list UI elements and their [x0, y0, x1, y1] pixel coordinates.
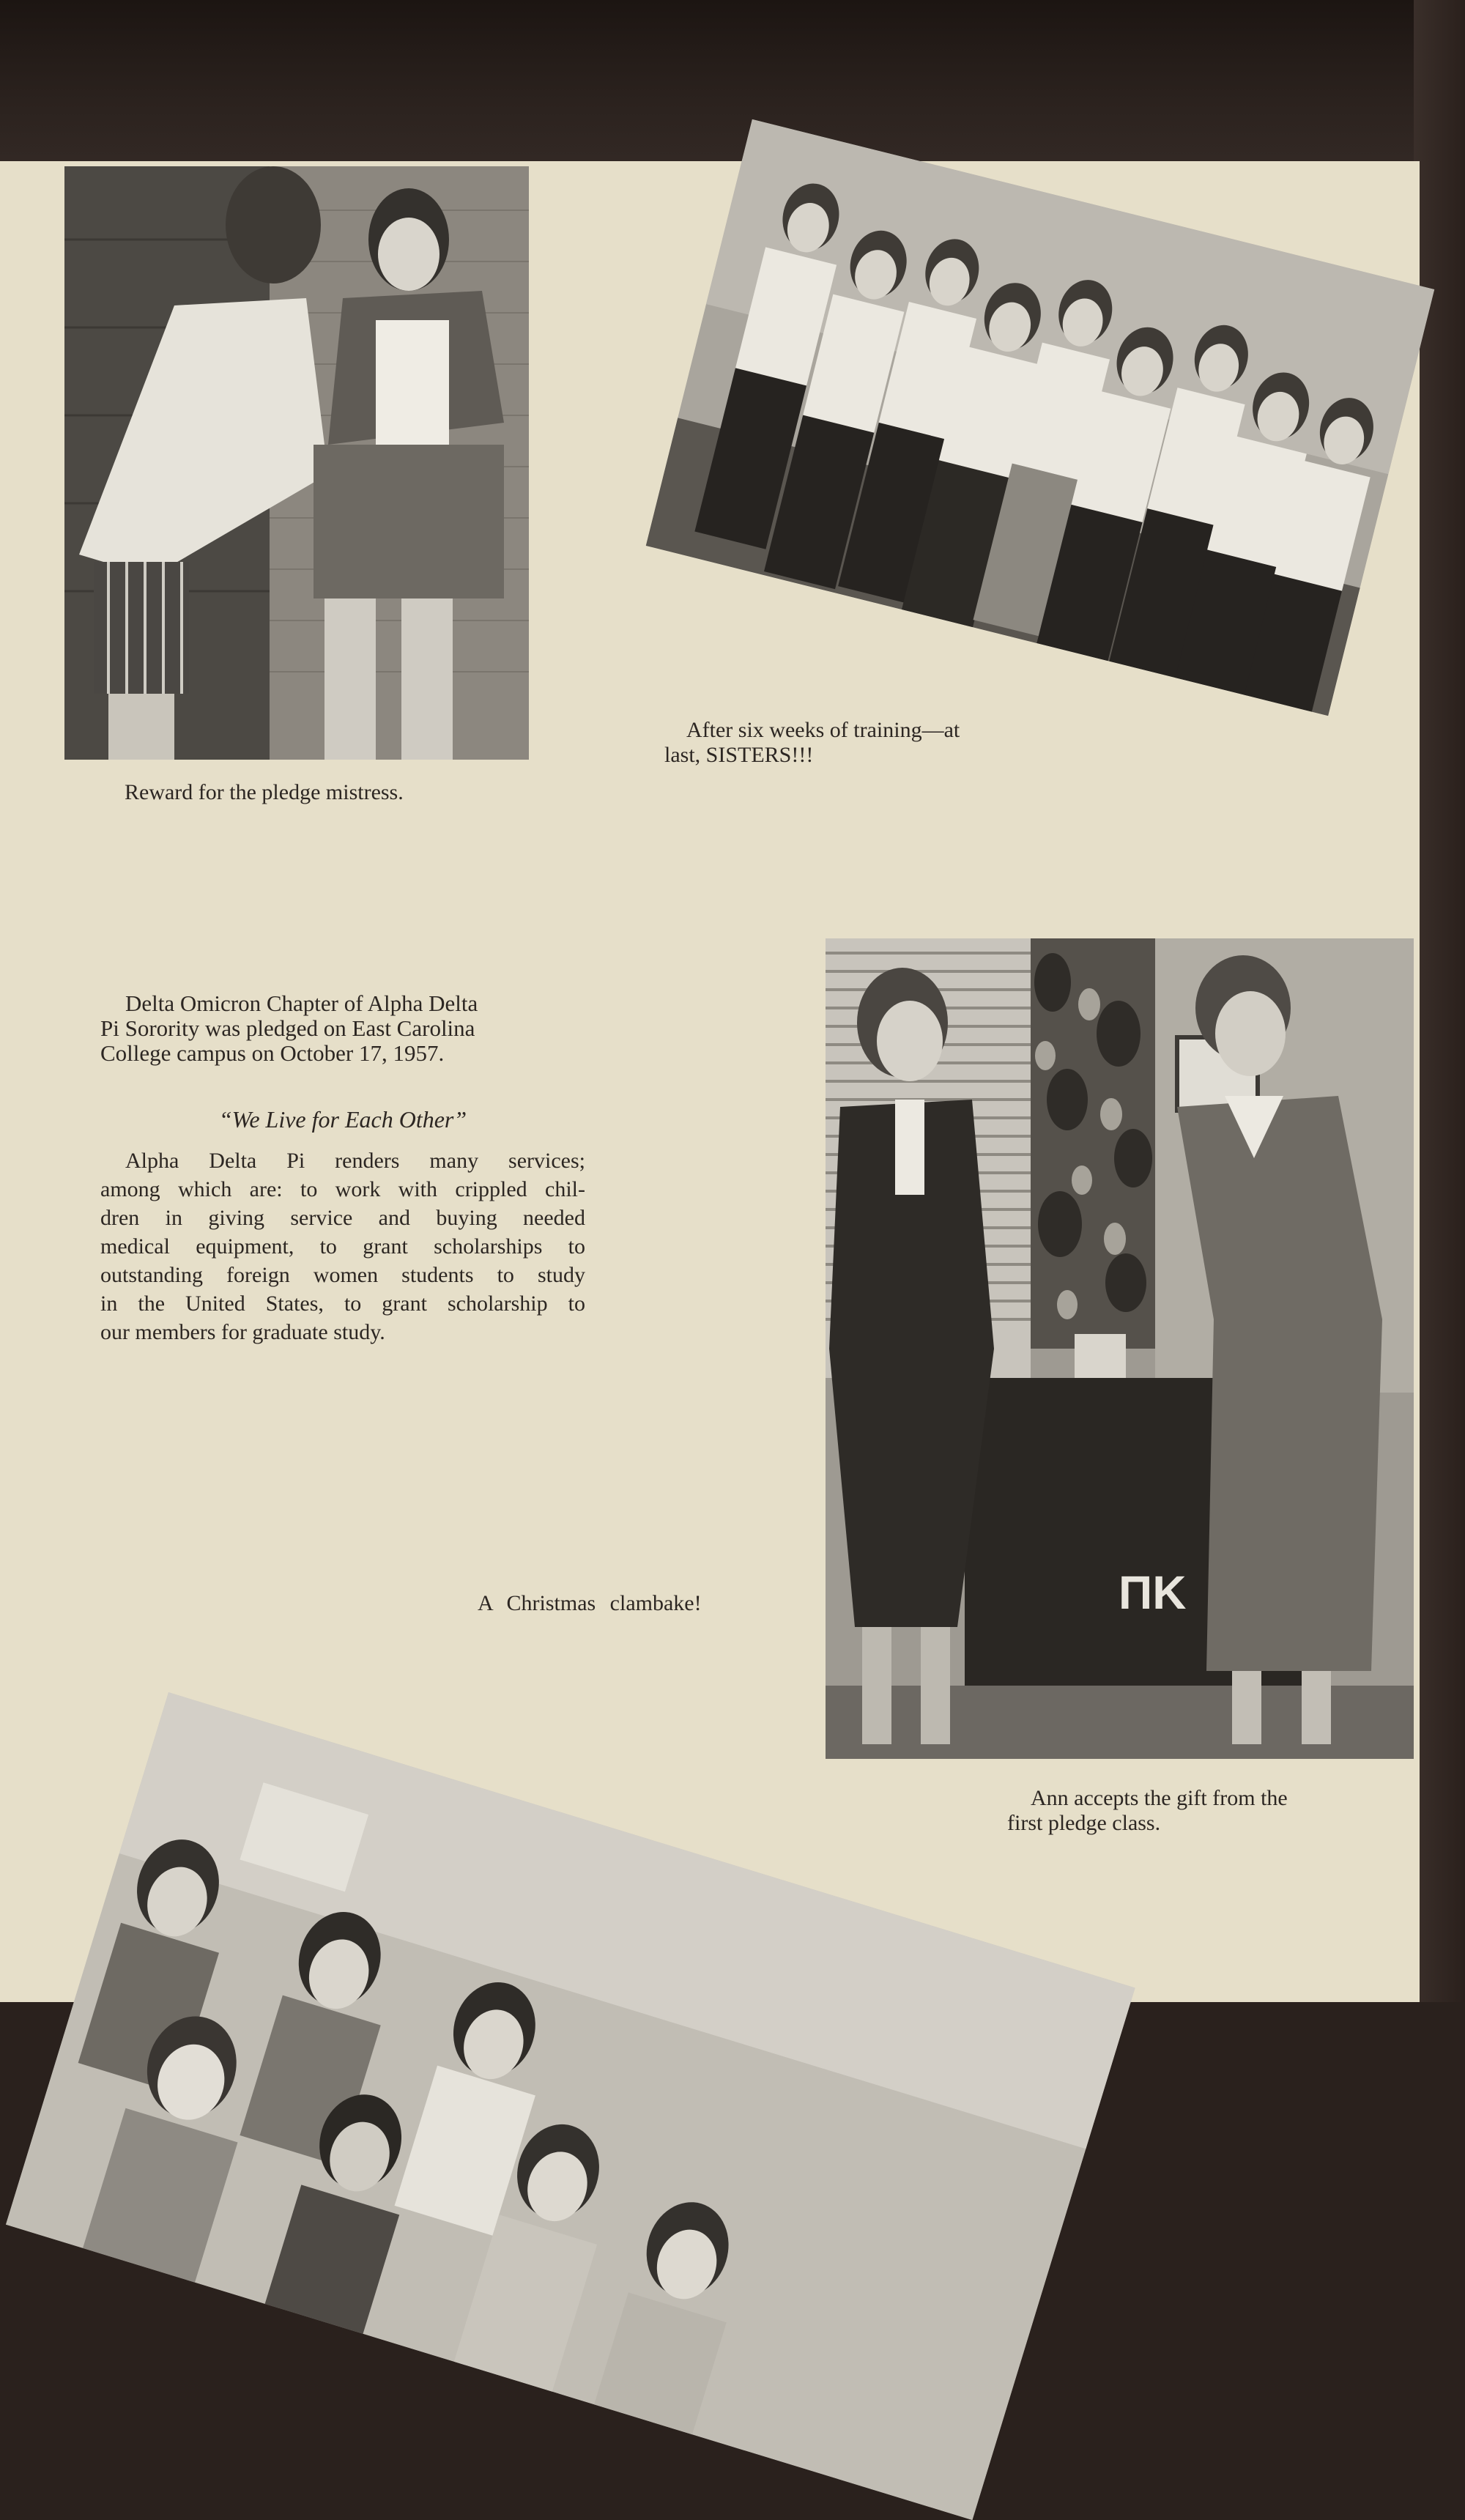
services-line-3: dren in giving service and buying needed	[100, 1206, 585, 1230]
photo-sisters	[646, 119, 1435, 716]
caption-pledge-mistress: Reward for the pledge mistress.	[125, 780, 404, 804]
caption-sisters-line-2: last, SISTERS!!!	[664, 743, 814, 767]
scan-background-top	[0, 0, 1465, 168]
photo-ann-gift	[826, 938, 1414, 1759]
services-paragraph	[100, 1146, 585, 1346]
caption-clambake: A Christmas clambake!	[478, 1591, 702, 1615]
services-line-6: in the United States, to grant scholarship to	[100, 1292, 585, 1316]
services-line-2: among which are: to work with crippled chil-	[100, 1177, 585, 1201]
caption-gift-line-1: Ann accepts the gift from the	[1031, 1786, 1288, 1810]
intro-line-2: Pi Sorority was pledged on East Carolina	[100, 1015, 475, 1041]
intro-line-3: College campus on October 17, 1957.	[100, 1040, 445, 1066]
photo-pledge-mistress	[64, 166, 529, 760]
table-letters: ΠΚ	[1119, 1566, 1187, 1619]
caption-sisters-line-1: After six weeks of training—at	[686, 718, 960, 742]
intro-line-1: Delta Omicron Chapter of Alpha Delta	[125, 990, 478, 1016]
caption-gift-line-2: first pledge class.	[1007, 1811, 1161, 1835]
services-line-7: our members for graduate study.	[100, 1320, 385, 1344]
services-line-1: Alpha Delta Pi renders many services;	[125, 1149, 585, 1173]
intro-paragraph	[100, 991, 585, 1066]
photo-clambake	[6, 1692, 1135, 2520]
yearbook-page	[0, 161, 1420, 2002]
services-line-4: medical equipment, to grant scholarships to	[100, 1234, 585, 1259]
services-line-5: outstanding foreign women students to study	[100, 1263, 585, 1287]
motto-heading: “We Live for Each Other”	[218, 1106, 467, 1133]
